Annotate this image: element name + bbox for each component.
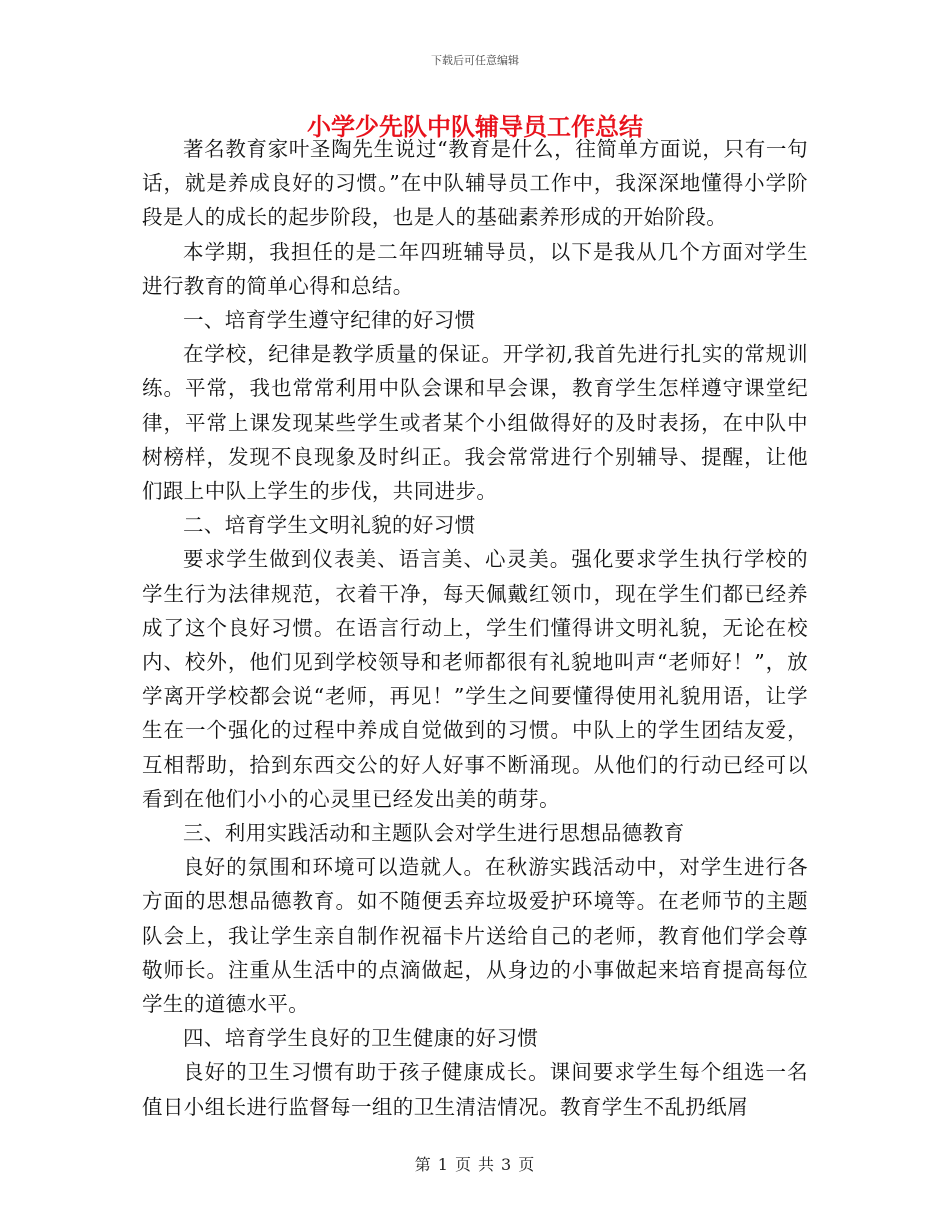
section-heading: 三、利用实践活动和主题队会对学生进行思想品德教育 [183, 821, 685, 846]
current-page-number: 1 [437, 1155, 449, 1174]
footer-suffix: 页 [518, 1155, 536, 1174]
paragraph: 本学期，我担任的是二年四班辅导员，以下是我从几个方面对学生进行教育的简单心得和总结。 [142, 239, 808, 298]
section-heading: 一、培育学生遵守纪律的好习惯 [183, 308, 476, 333]
section-heading: 四、培育学生良好的卫生健康的好习惯 [183, 1026, 539, 1051]
document-body [142, 132, 808, 1124]
footer-prefix: 第 [414, 1155, 432, 1174]
footer-middle: 页 共 [454, 1155, 496, 1174]
header-note: 下载后可任意编辑 [431, 54, 519, 67]
total-pages-number: 3 [501, 1155, 513, 1174]
paragraph: 在学校，纪律是教学质量的保证。开学初,我首先进行扎实的常规训练。平常，我也常常利用中队会课和早会课，教育学生怎样遵守课堂纪律，平常上课发现某些学生或者某个小组做得好的及时表扬，在中队中树榜样，发现不良现象及时纠正。我会常常进行个别辅导、提醒，让他们跟上中队上学生的步伐，共同进步。 [142, 342, 808, 504]
paragraph: 要求学生做到仪表美、语言美、心灵美。强化要求学生执行学校的学生行为法律规范，衣着干净，每天佩戴红领巾，现在学生们都已经养成了这个良好习惯。在语言行动上，学生们懂得讲文明礼貌，无论在校内、校外，他们见到学校领导和老师都很有礼貌地叫声“老师好！”，放学离开学校都会说“老师，再见！”学生之间要懂得使用礼貌用语，让学生在一个强化的过程中养成自觉做到的习惯。中队上的学生团结友爱，互相帮助，拾到东西交公的好人好事不断涌现。从他们的行动已经可以看到在他们小小的心灵里已经发出美的萌芽。 [142, 547, 808, 811]
page-footer [0, 1152, 950, 1175]
paragraph: 良好的氛围和环境可以造就人。在秋游实践活动中，对学生进行各方面的思想品德教育。如不随便丢弃垃圾爱护环境等。在老师节的主题队会上，我让学生亲自制作祝福卡片送给自己的老师，教育他们学会尊敬师长。注重从生活中的点滴做起，从身边的小事做起来培育提高每位学生的道德水平。 [142, 855, 808, 1017]
section-heading: 二、培育学生文明礼貌的好习惯 [183, 513, 476, 538]
paragraph: 著名教育家叶圣陶先生说过“教育是什么，往简单方面说，只有一句话，就是养成良好的习惯。”在中队辅导员工作中，我深深地懂得小学阶段是人的成长的起步阶段，也是人的基础素养形成的开始阶段。 [142, 137, 808, 230]
document-title: 小学少先队中队辅导员工作总结 [307, 113, 643, 141]
paragraph: 良好的卫生习惯有助于孩子健康成长。课间要求学生每个组选一名值日小组长进行监督每一组的卫生清洁情况。教育学生不乱扔纸屑 [142, 1060, 808, 1119]
